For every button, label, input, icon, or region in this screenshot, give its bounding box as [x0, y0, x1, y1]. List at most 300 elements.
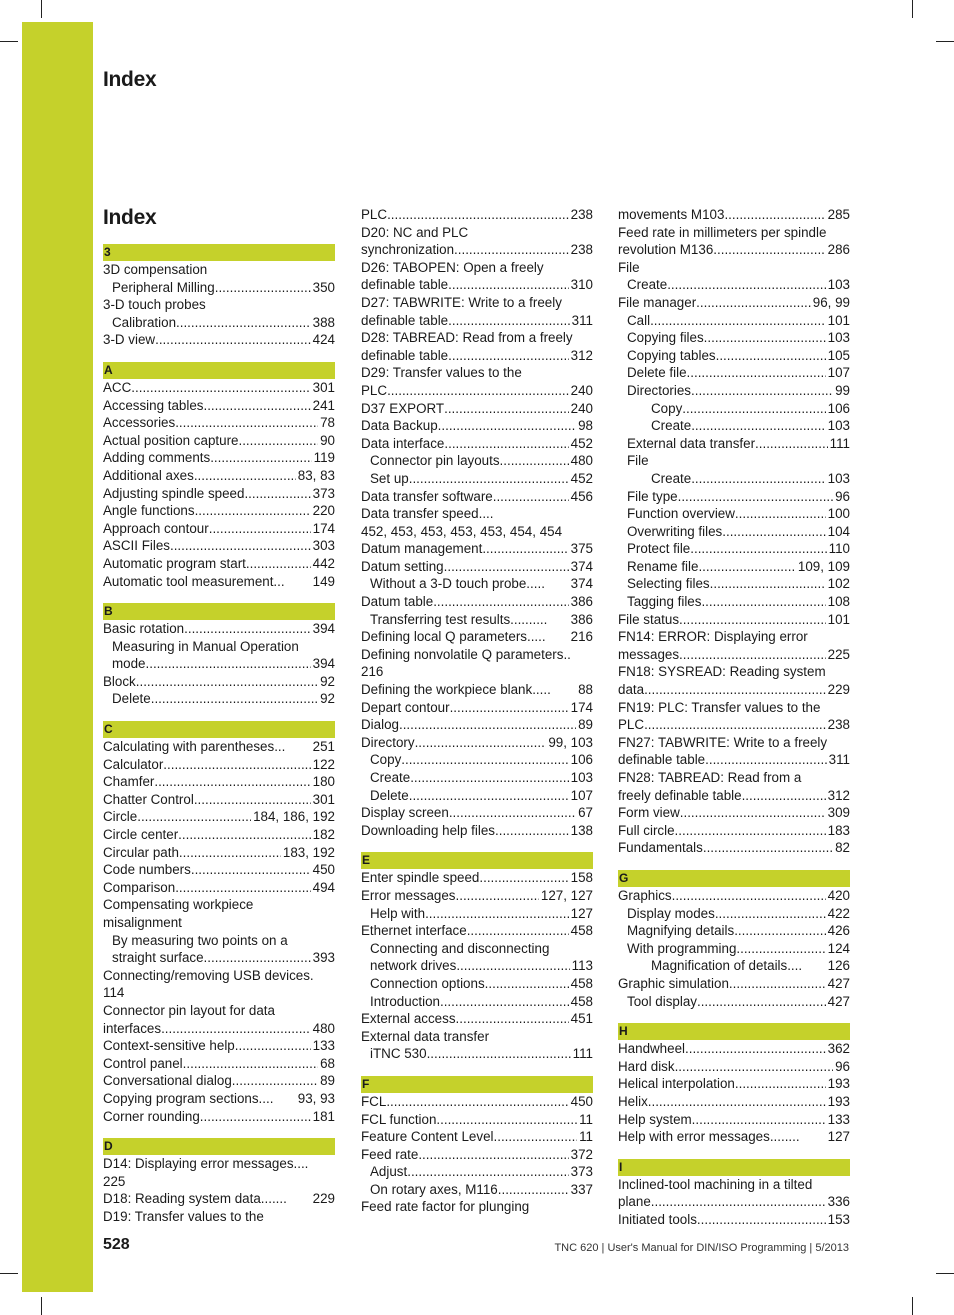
index-entry [618, 716, 850, 734]
entry-text: Circle center [103, 827, 179, 843]
entry-text: Basic rotation [103, 621, 185, 637]
entry-page-ref: 238 [570, 207, 593, 222]
entry-text: Connecting/removing USB devices. [103, 967, 314, 983]
index-entry [618, 663, 850, 681]
entry-text: Full circle [618, 822, 675, 838]
entry-page-ref: 350 [312, 279, 335, 295]
entry-text: Feature Content Level [361, 1129, 494, 1145]
entry-text: 3-D touch probes [103, 297, 206, 313]
entry-text: Fundamentals [618, 840, 703, 856]
entry-text: Defining local Q parameters..... [361, 629, 546, 645]
entry-page-ref: 89 [320, 1073, 335, 1089]
entry-text: interfaces [103, 1020, 162, 1036]
entry-page-ref: 240 [570, 382, 593, 398]
entry-page-ref: 336 [827, 1194, 850, 1210]
dot-leader [184, 620, 311, 638]
entry-text: Downloading help files [361, 822, 495, 838]
entry-text: D26: TABOPEN: Open a freely [361, 259, 544, 275]
entry-text: FN18: SYSREAD: Reading system [618, 664, 826, 680]
dot-leader [704, 329, 826, 347]
entry-text: File manager [618, 294, 697, 310]
entry-page-ref: 374 [570, 576, 593, 592]
dot-leader [696, 294, 811, 312]
dot-leader [183, 1055, 318, 1073]
index-entry [618, 628, 850, 646]
entry-text: Accessories [103, 415, 176, 431]
section-spacer [103, 349, 335, 362]
index-entry [361, 417, 593, 435]
entry-page-ref: 149 [312, 573, 335, 589]
entry-page-ref: 99 [835, 382, 850, 398]
index-entry [103, 331, 335, 349]
entry-page-ref: 103 [827, 470, 850, 486]
entry-text: Datum management [361, 541, 483, 557]
dot-leader [418, 1146, 568, 1164]
page-title: Index [103, 206, 157, 229]
entry-page-ref: 99, 103 [548, 734, 593, 750]
dot-leader [409, 470, 569, 488]
entry-text: FN28: TABREAD: Read from a [618, 770, 802, 785]
entry-page-ref: 68 [320, 1055, 335, 1071]
dot-leader [200, 1108, 311, 1126]
entry-page-ref: 127 [827, 1129, 850, 1145]
entry-page-ref: 113 [571, 958, 593, 974]
entry-text: Adjust [370, 1164, 408, 1180]
dot-leader [410, 769, 568, 787]
dot-leader [742, 787, 826, 805]
dot-leader [650, 312, 826, 330]
index-entry [361, 1163, 593, 1181]
dot-leader [734, 922, 825, 940]
entry-text: Feed rate [361, 1146, 419, 1162]
dot-leader [191, 861, 311, 879]
index-entry [361, 646, 593, 664]
index-entry [618, 839, 850, 857]
entry-text: Initiated tools [618, 1211, 697, 1227]
index-entry [361, 681, 593, 699]
index-entry [103, 449, 335, 467]
entry-text: Calibration [112, 314, 177, 330]
entry-page-ref: 138 [570, 822, 593, 838]
index-entry [618, 1176, 850, 1194]
entry-text: File [618, 259, 640, 275]
dot-leader [444, 400, 569, 418]
entry-text: Defining nonvolatile Q parameters.. [361, 646, 571, 662]
index-entry [361, 329, 593, 347]
entry-text: Enter spindle speed [361, 870, 480, 886]
index-entry [103, 573, 335, 591]
index-entry [103, 896, 335, 914]
index-entry [103, 844, 335, 862]
entry-page-ref: 193 [827, 1093, 850, 1109]
section-spacer [103, 590, 335, 603]
index-entry [618, 382, 850, 400]
section-letter-heading: C [103, 721, 335, 738]
entry-page-ref: 96 [835, 1058, 850, 1074]
index-entry [618, 312, 850, 330]
entry-page-ref: 106 [570, 752, 593, 768]
entry-text: 216 [361, 664, 384, 680]
entry-text: synchronization [361, 242, 455, 258]
index-entry [103, 673, 335, 691]
entry-page-ref: 90 [320, 432, 335, 448]
index-entry [618, 470, 850, 488]
index-entry [361, 1045, 593, 1063]
entry-page-ref: 374 [570, 558, 593, 574]
dot-leader [448, 347, 569, 365]
dot-leader [409, 787, 569, 805]
entry-page-ref: 98 [578, 418, 593, 434]
section-letter-heading: B [103, 603, 335, 620]
entry-text: plane [618, 1194, 651, 1210]
entry-text: Connecting and disconnecting [370, 940, 550, 956]
entry-text: definable table [361, 277, 449, 293]
entry-page-ref: 107 [827, 365, 850, 381]
dot-leader [178, 826, 310, 844]
dot-leader [479, 869, 568, 887]
entry-text: Angle functions [103, 503, 195, 519]
dot-leader [204, 949, 311, 967]
entry-text: Connector pin layout for data [103, 1002, 275, 1018]
index-entry [361, 347, 593, 365]
index-entry [103, 967, 335, 985]
entry-text: Form view [618, 805, 680, 821]
index-entry [361, 364, 593, 382]
index-entry [361, 224, 593, 242]
index-entry [618, 488, 850, 506]
entry-text: Measuring in Manual Operation [112, 638, 299, 654]
entry-page-ref: 124 [827, 940, 850, 956]
entry-page-ref: 92 [320, 691, 335, 707]
index-entry [361, 294, 593, 312]
entry-page-ref: 456 [570, 488, 593, 504]
entry-text: FCL [361, 1093, 387, 1109]
entry-page-ref: 110 [828, 541, 850, 557]
entry-page-ref: 286 [827, 242, 850, 258]
entry-text: External access [361, 1011, 456, 1027]
index-entry [618, 417, 850, 435]
index-entry [361, 575, 593, 593]
index-entry [361, 1128, 593, 1146]
entry-text: Dialog [361, 717, 399, 733]
entry-text: Depart contour [361, 699, 450, 715]
index-entry [618, 1093, 850, 1111]
index-entry [103, 314, 335, 332]
entry-text: Defining the workpiece blank..... [361, 682, 551, 698]
index-entry [361, 905, 593, 923]
dot-leader [386, 1093, 568, 1111]
entry-page-ref: 174 [570, 699, 593, 715]
entry-text: 114 [103, 985, 125, 1001]
index-entry [618, 940, 850, 958]
index-entry [361, 241, 593, 259]
entry-text: File type [627, 488, 678, 504]
index-entry [103, 414, 335, 432]
index-entry [361, 259, 593, 277]
entry-page-ref: 216 [570, 629, 593, 645]
entry-text: Delete [112, 691, 151, 707]
entry-page-ref: 11 [579, 1111, 593, 1127]
entry-page-ref: 104 [827, 523, 850, 539]
dot-leader [716, 347, 826, 365]
index-entry [618, 769, 850, 787]
entry-text: Help with error messages........ [618, 1129, 800, 1145]
section-spacer [618, 1146, 850, 1159]
dot-leader [698, 558, 795, 576]
index-entry [103, 1208, 335, 1226]
dot-leader [713, 241, 825, 259]
dot-leader [454, 241, 569, 259]
dot-leader [644, 716, 826, 734]
entry-text: With programming [627, 940, 737, 956]
entry-text: D27: TABWRITE: Write to a freely [361, 294, 562, 310]
dot-leader [175, 879, 310, 897]
entry-page-ref: 285 [827, 207, 850, 222]
entry-page-ref: 101 [827, 611, 850, 627]
entry-page-ref: 229 [827, 682, 850, 698]
entry-text: D29: Transfer values to the [361, 365, 522, 381]
dot-leader [675, 1058, 834, 1076]
index-entry [103, 826, 335, 844]
entry-text: D19: Transfer values to the [103, 1208, 264, 1224]
entry-text: FN27: TABWRITE: Write to a freely [618, 734, 828, 750]
entry-text: Feed rate factor for plunging [361, 1199, 530, 1215]
entry-page-ref: 127, 127 [540, 887, 593, 903]
index-entry [618, 540, 850, 558]
dot-leader [736, 940, 825, 958]
entry-page-ref: 427 [827, 975, 850, 991]
dot-leader [456, 957, 569, 975]
entry-text: Directory [361, 734, 415, 750]
dot-leader [690, 540, 826, 558]
index-entry [618, 1128, 850, 1146]
entry-text: Copying files [627, 330, 704, 346]
dot-leader [136, 673, 318, 691]
dot-leader [235, 1037, 311, 1055]
dot-leader [722, 523, 825, 541]
entry-text: Calculating with parentheses... [103, 739, 286, 755]
entry-page-ref: 301 [312, 791, 335, 807]
entry-page-ref: 184, 186, 192 [253, 809, 335, 825]
entry-page-ref: 11 [579, 1129, 593, 1145]
index-entry [618, 734, 850, 752]
index-entry [361, 940, 593, 958]
dot-leader [175, 414, 318, 432]
entry-text: 452, 453, 453, 453, 453, 454, 454 [361, 523, 563, 539]
index-entry [103, 555, 335, 573]
index-entry [618, 400, 850, 418]
entry-page-ref: 182 [312, 827, 335, 843]
index-entry [618, 575, 850, 593]
index-entry [103, 1155, 335, 1173]
index-entry [103, 879, 335, 897]
entry-text: Feed rate in millimeters per spindle [618, 224, 827, 240]
index-entry [361, 751, 593, 769]
index-entry [618, 523, 850, 541]
index-entry [618, 1111, 850, 1129]
entry-text: Transferring test results.......... [370, 611, 548, 627]
entry-text: Magnification of details.... [651, 958, 803, 974]
entry-page-ref: 220 [312, 503, 335, 519]
dot-leader [449, 804, 576, 822]
entry-text: Circle [103, 809, 138, 825]
index-entry [361, 435, 593, 453]
entry-text: Calculator [103, 756, 164, 772]
index-entry [361, 206, 593, 224]
crop-mark [0, 41, 18, 42]
dot-leader [667, 276, 825, 294]
index-entry [618, 505, 850, 523]
index-entry [618, 646, 850, 664]
section-letter-heading: G [618, 870, 850, 887]
index-column-1 [103, 244, 335, 1226]
index-entry [361, 699, 593, 717]
entry-page-ref: 133 [312, 1038, 335, 1054]
entry-page-ref: 393 [312, 950, 335, 966]
dot-leader [485, 975, 569, 993]
index-entry [618, 822, 850, 840]
entry-page-ref: 67 [578, 805, 593, 821]
index-entry [103, 756, 335, 774]
entry-page-ref: 92 [320, 673, 335, 689]
dot-leader [170, 537, 311, 555]
entry-text: messages [618, 646, 680, 662]
entry-text: 3D compensation [103, 262, 208, 277]
dot-leader [444, 435, 568, 453]
index-entry [618, 751, 850, 769]
entry-text: Without a 3-D touch probe..... [370, 576, 545, 592]
section-letter-heading: A [103, 362, 335, 379]
entry-page-ref: 386 [570, 594, 593, 610]
crop-mark [0, 1273, 18, 1274]
index-entry [618, 593, 850, 611]
dot-leader [154, 773, 310, 791]
index-entry [618, 975, 850, 993]
dot-leader [678, 488, 833, 506]
entry-page-ref: 183, 192 [282, 844, 335, 860]
dot-leader [701, 593, 825, 611]
entry-page-ref: 181 [312, 1108, 335, 1124]
entry-page-ref: 442 [312, 555, 335, 571]
dot-leader [155, 331, 311, 349]
entry-text: data [618, 682, 645, 698]
index-entry [103, 932, 335, 950]
entry-text: Data transfer speed.... [361, 506, 494, 522]
entry-text: Ethernet interface [361, 923, 467, 939]
dot-leader [387, 382, 569, 400]
entry-text: On rotary axes, M116 [370, 1181, 498, 1197]
entry-page-ref: 83, 83 [297, 467, 335, 483]
index-entry [103, 949, 335, 967]
index-entry [361, 993, 593, 1011]
index-entry [103, 1055, 335, 1073]
index-entry [361, 787, 593, 805]
index-entry [618, 224, 850, 242]
index-entry [618, 241, 850, 259]
entry-text: Helix [618, 1093, 648, 1109]
dot-leader [493, 488, 569, 506]
entry-text: Graphics [618, 887, 672, 903]
dot-leader [433, 593, 568, 611]
entry-text: Peripheral Milling [112, 279, 215, 295]
chapter-tab-bar [22, 22, 93, 1292]
entry-text: movements M103 [618, 207, 725, 222]
index-entry [618, 1211, 850, 1229]
entry-page-ref: 183 [827, 822, 850, 838]
dot-leader [415, 734, 547, 752]
entry-text: File [627, 453, 649, 469]
entry-page-ref: 174 [312, 520, 335, 536]
index-entry [361, 593, 593, 611]
entry-text: Datum table [361, 594, 434, 610]
index-entry [361, 869, 593, 887]
entry-text: revolution M136 [618, 242, 714, 258]
dot-leader [448, 276, 569, 294]
entry-page-ref: 372 [570, 1146, 593, 1162]
entry-text: Introduction [370, 993, 440, 1009]
index-entry [103, 520, 335, 538]
page-number: 528 [103, 1236, 130, 1253]
index-entry [618, 681, 850, 699]
index-entry [361, 523, 593, 541]
dot-leader [456, 887, 539, 905]
dot-leader [705, 751, 827, 769]
index-entry [103, 432, 335, 450]
entry-text: External data transfer [627, 435, 756, 451]
entry-page-ref: 312 [827, 787, 850, 803]
index-entry [618, 787, 850, 805]
entry-text: Create [651, 470, 692, 486]
index-entry [103, 379, 335, 397]
entry-text: Copy [370, 752, 402, 768]
index-entry [103, 1037, 335, 1055]
dot-leader [682, 400, 825, 418]
entry-text: Data transfer software [361, 488, 493, 504]
index-entry [103, 1002, 335, 1020]
index-entry [361, 1093, 593, 1111]
dot-leader [401, 751, 568, 769]
entry-text: Copying tables [627, 347, 716, 363]
dot-leader [444, 558, 569, 576]
dot-leader [151, 690, 318, 708]
entry-text: 3-D view [103, 332, 156, 348]
entry-text: Data Backup [361, 418, 438, 434]
entry-page-ref: 388 [312, 314, 335, 330]
entry-page-ref: 101 [827, 312, 850, 328]
entry-text: By measuring two points on a [112, 932, 288, 948]
section-spacer [361, 839, 593, 852]
dot-leader [436, 1111, 577, 1129]
index-entry [361, 1010, 593, 1028]
entry-text: Call [627, 312, 651, 328]
index-entry [618, 1075, 850, 1093]
dot-leader [137, 808, 251, 826]
entry-page-ref: 103 [827, 418, 850, 434]
entry-page-ref: 451 [570, 1011, 593, 1027]
entry-page-ref: 450 [312, 862, 335, 878]
index-entry [361, 628, 593, 646]
entry-text: D20: NC and PLC [361, 224, 469, 240]
entry-text: Connection options [370, 975, 485, 991]
index-entry [618, 804, 850, 822]
entry-page-ref: 180 [312, 774, 335, 790]
dot-leader [448, 312, 570, 330]
section-letter-heading: H [618, 1023, 850, 1040]
index-entry [361, 957, 593, 975]
dot-leader [467, 922, 569, 940]
dot-leader [161, 1020, 311, 1038]
index-entry [103, 773, 335, 791]
